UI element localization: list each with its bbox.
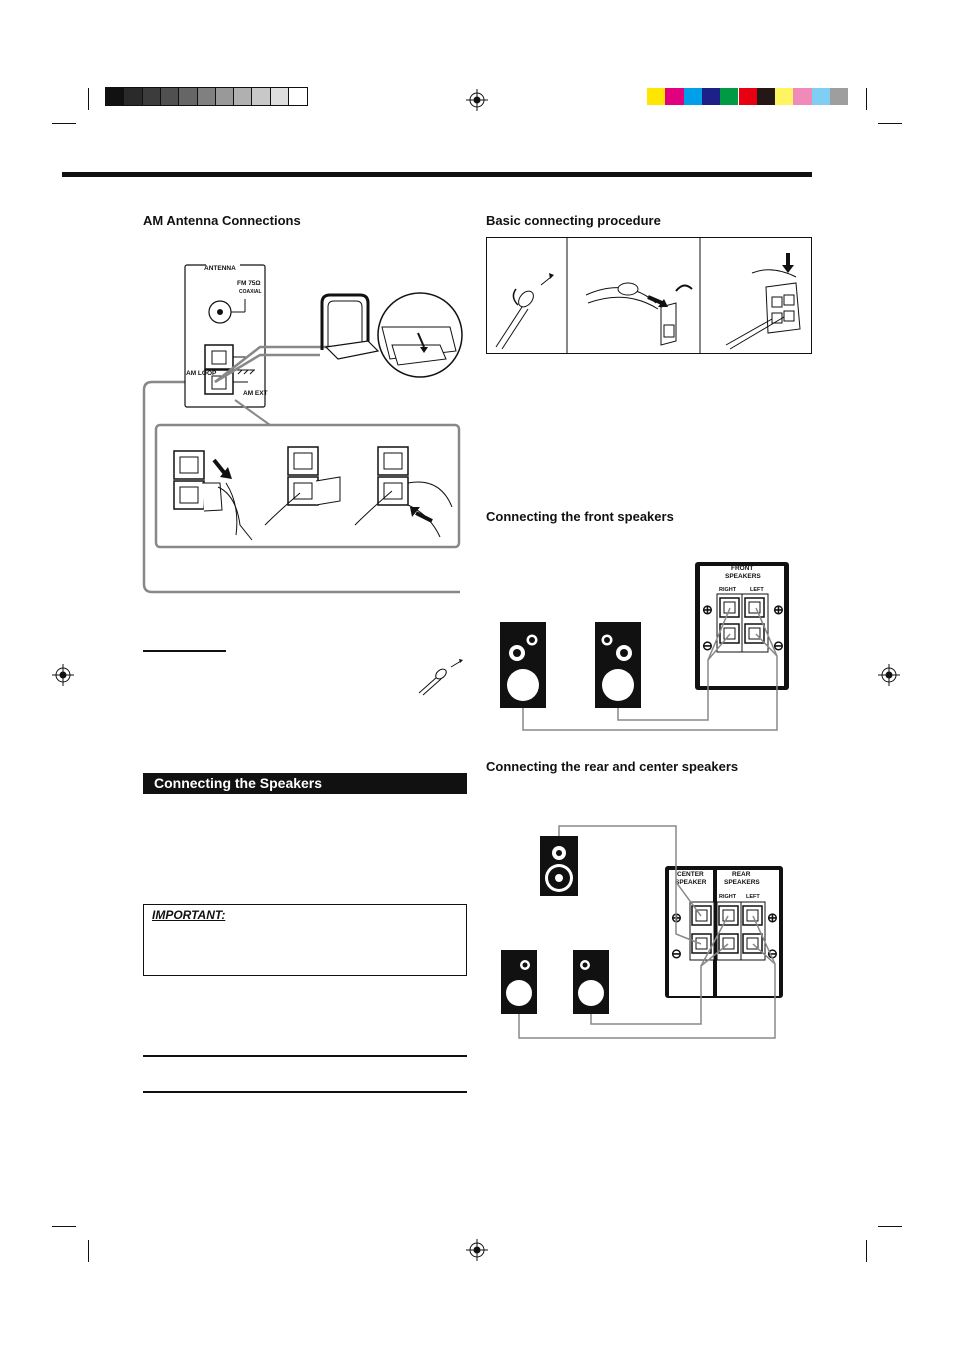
svg-text:FM 75Ω: FM 75Ω <box>237 280 261 287</box>
important-label: IMPORTANT: <box>152 908 226 922</box>
svg-text:CENTER: CENTER <box>677 871 704 878</box>
important-notice-box <box>143 904 467 976</box>
gray-swatch <box>198 88 216 105</box>
color-swatch <box>757 88 775 105</box>
color-swatch <box>812 88 830 105</box>
svg-text:COAXIAL: COAXIAL <box>239 289 262 295</box>
registration-mark-icon <box>52 664 74 686</box>
svg-text:SPEAKER: SPEAKER <box>675 879 707 886</box>
basic-procedure-heading: Basic connecting procedure <box>486 213 661 228</box>
rear-center-heading: Connecting the rear and center speakers <box>486 759 739 774</box>
gray-swatch <box>271 88 289 105</box>
wire-twist-icon <box>415 657 465 697</box>
gray-swatch <box>252 88 270 105</box>
svg-text:⊕: ⊕ <box>773 602 784 617</box>
svg-text:RIGHT: RIGHT <box>719 587 737 593</box>
svg-text:LEFT: LEFT <box>750 587 764 593</box>
svg-text:⊖: ⊖ <box>702 638 713 653</box>
svg-text:⊕: ⊕ <box>702 602 713 617</box>
svg-text:⊖: ⊖ <box>671 946 682 961</box>
svg-text:⊕: ⊕ <box>767 910 778 925</box>
registration-mark-icon <box>466 89 488 111</box>
am-antenna-heading: AM Antenna Connections <box>143 213 301 228</box>
front-speakers-heading: Connecting the front speakers <box>486 509 674 524</box>
svg-text:FRONT: FRONT <box>731 565 754 572</box>
color-swatch <box>739 88 757 105</box>
header-rule <box>62 172 812 177</box>
gray-swatch <box>289 88 307 105</box>
svg-text:⊖: ⊖ <box>767 946 778 961</box>
color-swatch <box>702 88 720 105</box>
registration-mark-icon <box>878 664 900 686</box>
registration-mark-icon <box>466 1239 488 1261</box>
section-rule-lower <box>143 1091 467 1093</box>
svg-text:⊖: ⊖ <box>773 638 784 653</box>
svg-text:ANTENNA: ANTENNA <box>204 265 236 272</box>
gray-swatch <box>143 88 161 105</box>
gray-swatch <box>216 88 234 105</box>
color-swatch <box>684 88 702 105</box>
svg-text:⊕: ⊕ <box>671 910 682 925</box>
gray-swatch <box>161 88 179 105</box>
color-swatch <box>830 88 848 105</box>
svg-text:AM LOOP: AM LOOP <box>186 370 217 377</box>
section-rule-upper <box>143 1055 467 1057</box>
rear-center-speakers-diagram <box>495 822 787 1044</box>
front-speakers-diagram <box>490 560 810 735</box>
color-swatch <box>720 88 738 105</box>
svg-text:SPEAKERS: SPEAKERS <box>724 879 760 886</box>
color-swatch <box>647 88 665 105</box>
am-antenna-diagram <box>140 255 465 600</box>
svg-text:LEFT: LEFT <box>746 894 760 900</box>
svg-text:AM EXT: AM EXT <box>243 390 268 397</box>
gray-swatch <box>106 88 124 105</box>
gray-swatch <box>179 88 197 105</box>
note-underline <box>143 650 226 652</box>
color-swatch <box>775 88 793 105</box>
svg-text:REAR: REAR <box>732 871 751 878</box>
svg-text:RIGHT: RIGHT <box>719 894 737 900</box>
basic-procedure-diagram <box>486 237 812 354</box>
color-swatch <box>665 88 683 105</box>
gray-swatch <box>124 88 142 105</box>
gray-swatch <box>234 88 252 105</box>
svg-text:SPEAKERS: SPEAKERS <box>725 573 761 580</box>
speakers-section-banner: Connecting the Speakers <box>143 773 467 794</box>
color-swatch <box>793 88 811 105</box>
